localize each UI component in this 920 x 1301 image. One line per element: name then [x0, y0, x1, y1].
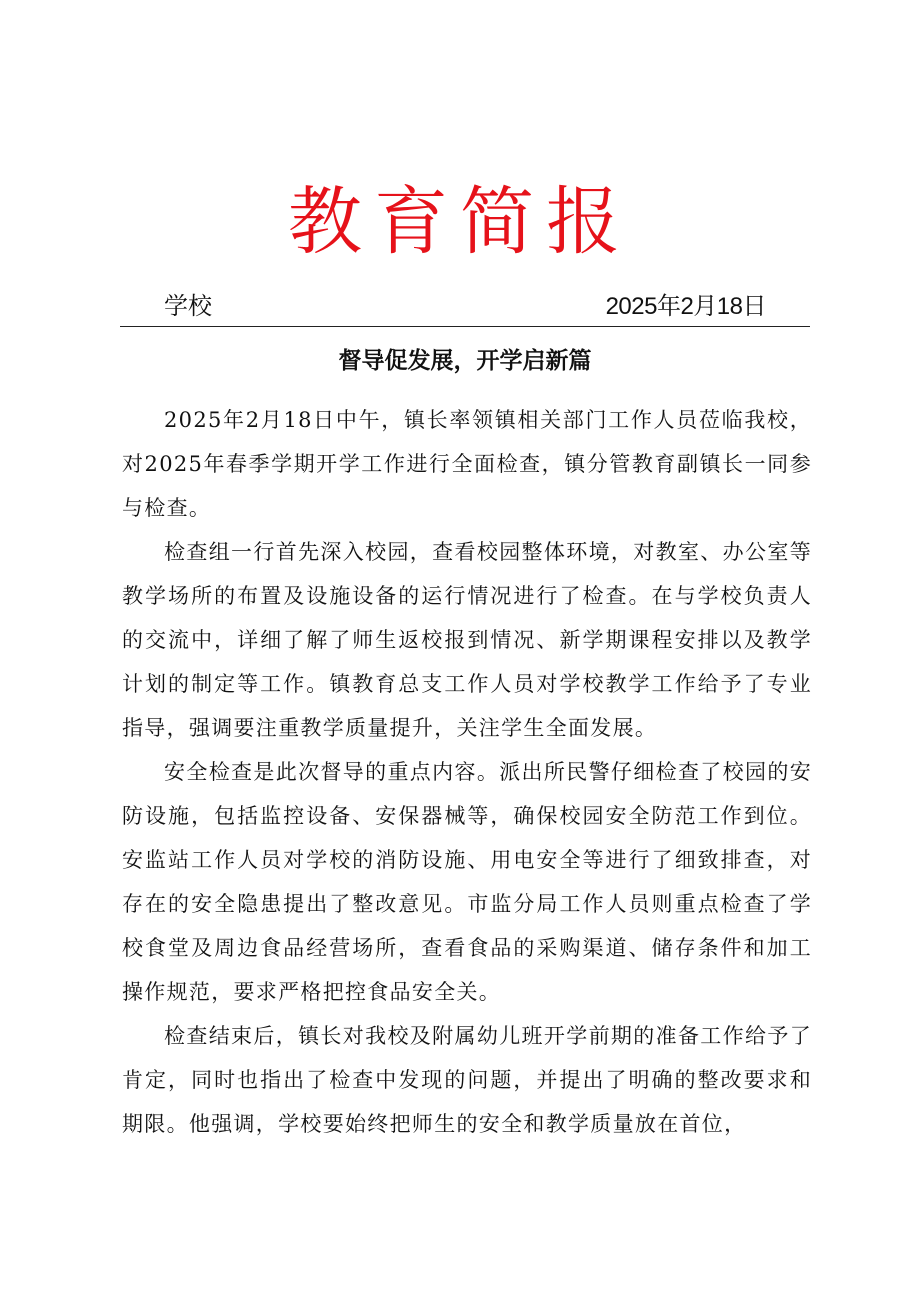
issue-date: 2025年2月18日 [605, 293, 766, 320]
article-body [122, 398, 812, 1146]
article-paragraph: 安全检查是此次督导的重点内容。派出所民警仔细检查了校园的安防设施，包括监控设备、安保器械等，确保校园安全防范工作到位。安监站工作人员对学校的消防设施、用电安全等进行了细致排查，对存在的安全隐患提出了整改意见。市监分局工作人员则重点检查了学校食堂及周边食品经营场所，查看食品的采购渠道、储存条件和加工操作规范，要求严格把控食品安全关。 [122, 760, 812, 1004]
article-paragraph: 检查结束后，镇长对我校及附属幼儿班开学前期的准备工作给予了肯定，同时也指出了检查中发现的问题，并提出了明确的整改要求和期限。他强调，学校要始终把师生的安全和教学质量放在首位， [122, 1024, 812, 1136]
article-title: 督导促发展，开学启新篇 [338, 347, 592, 373]
school-name: 学校 [164, 293, 212, 320]
article-paragraph: 2025年2月18日中午，镇长率领镇相关部门工作人员莅临我校，对2025年春季学期开学工作进行全面检查，镇分管教育副镇长一同参与检查。 [122, 408, 812, 520]
article-paragraph: 检查组一行首先深入校园，查看校园整体环境，对教室、办公室等教学场所的布置及设施设备的运行情况进行了检查。在与学校负责人的交流中，详细了解了师生返校报到情况、新学期课程安排以及教学计划的制定等工作。镇教育总支工作人员对学校教学工作给予了专业指导，强调要注重教学质量提升，关注学生全面发展。 [122, 540, 812, 740]
masthead-title: 教育简报 [288, 179, 632, 265]
meta-row [120, 290, 810, 327]
